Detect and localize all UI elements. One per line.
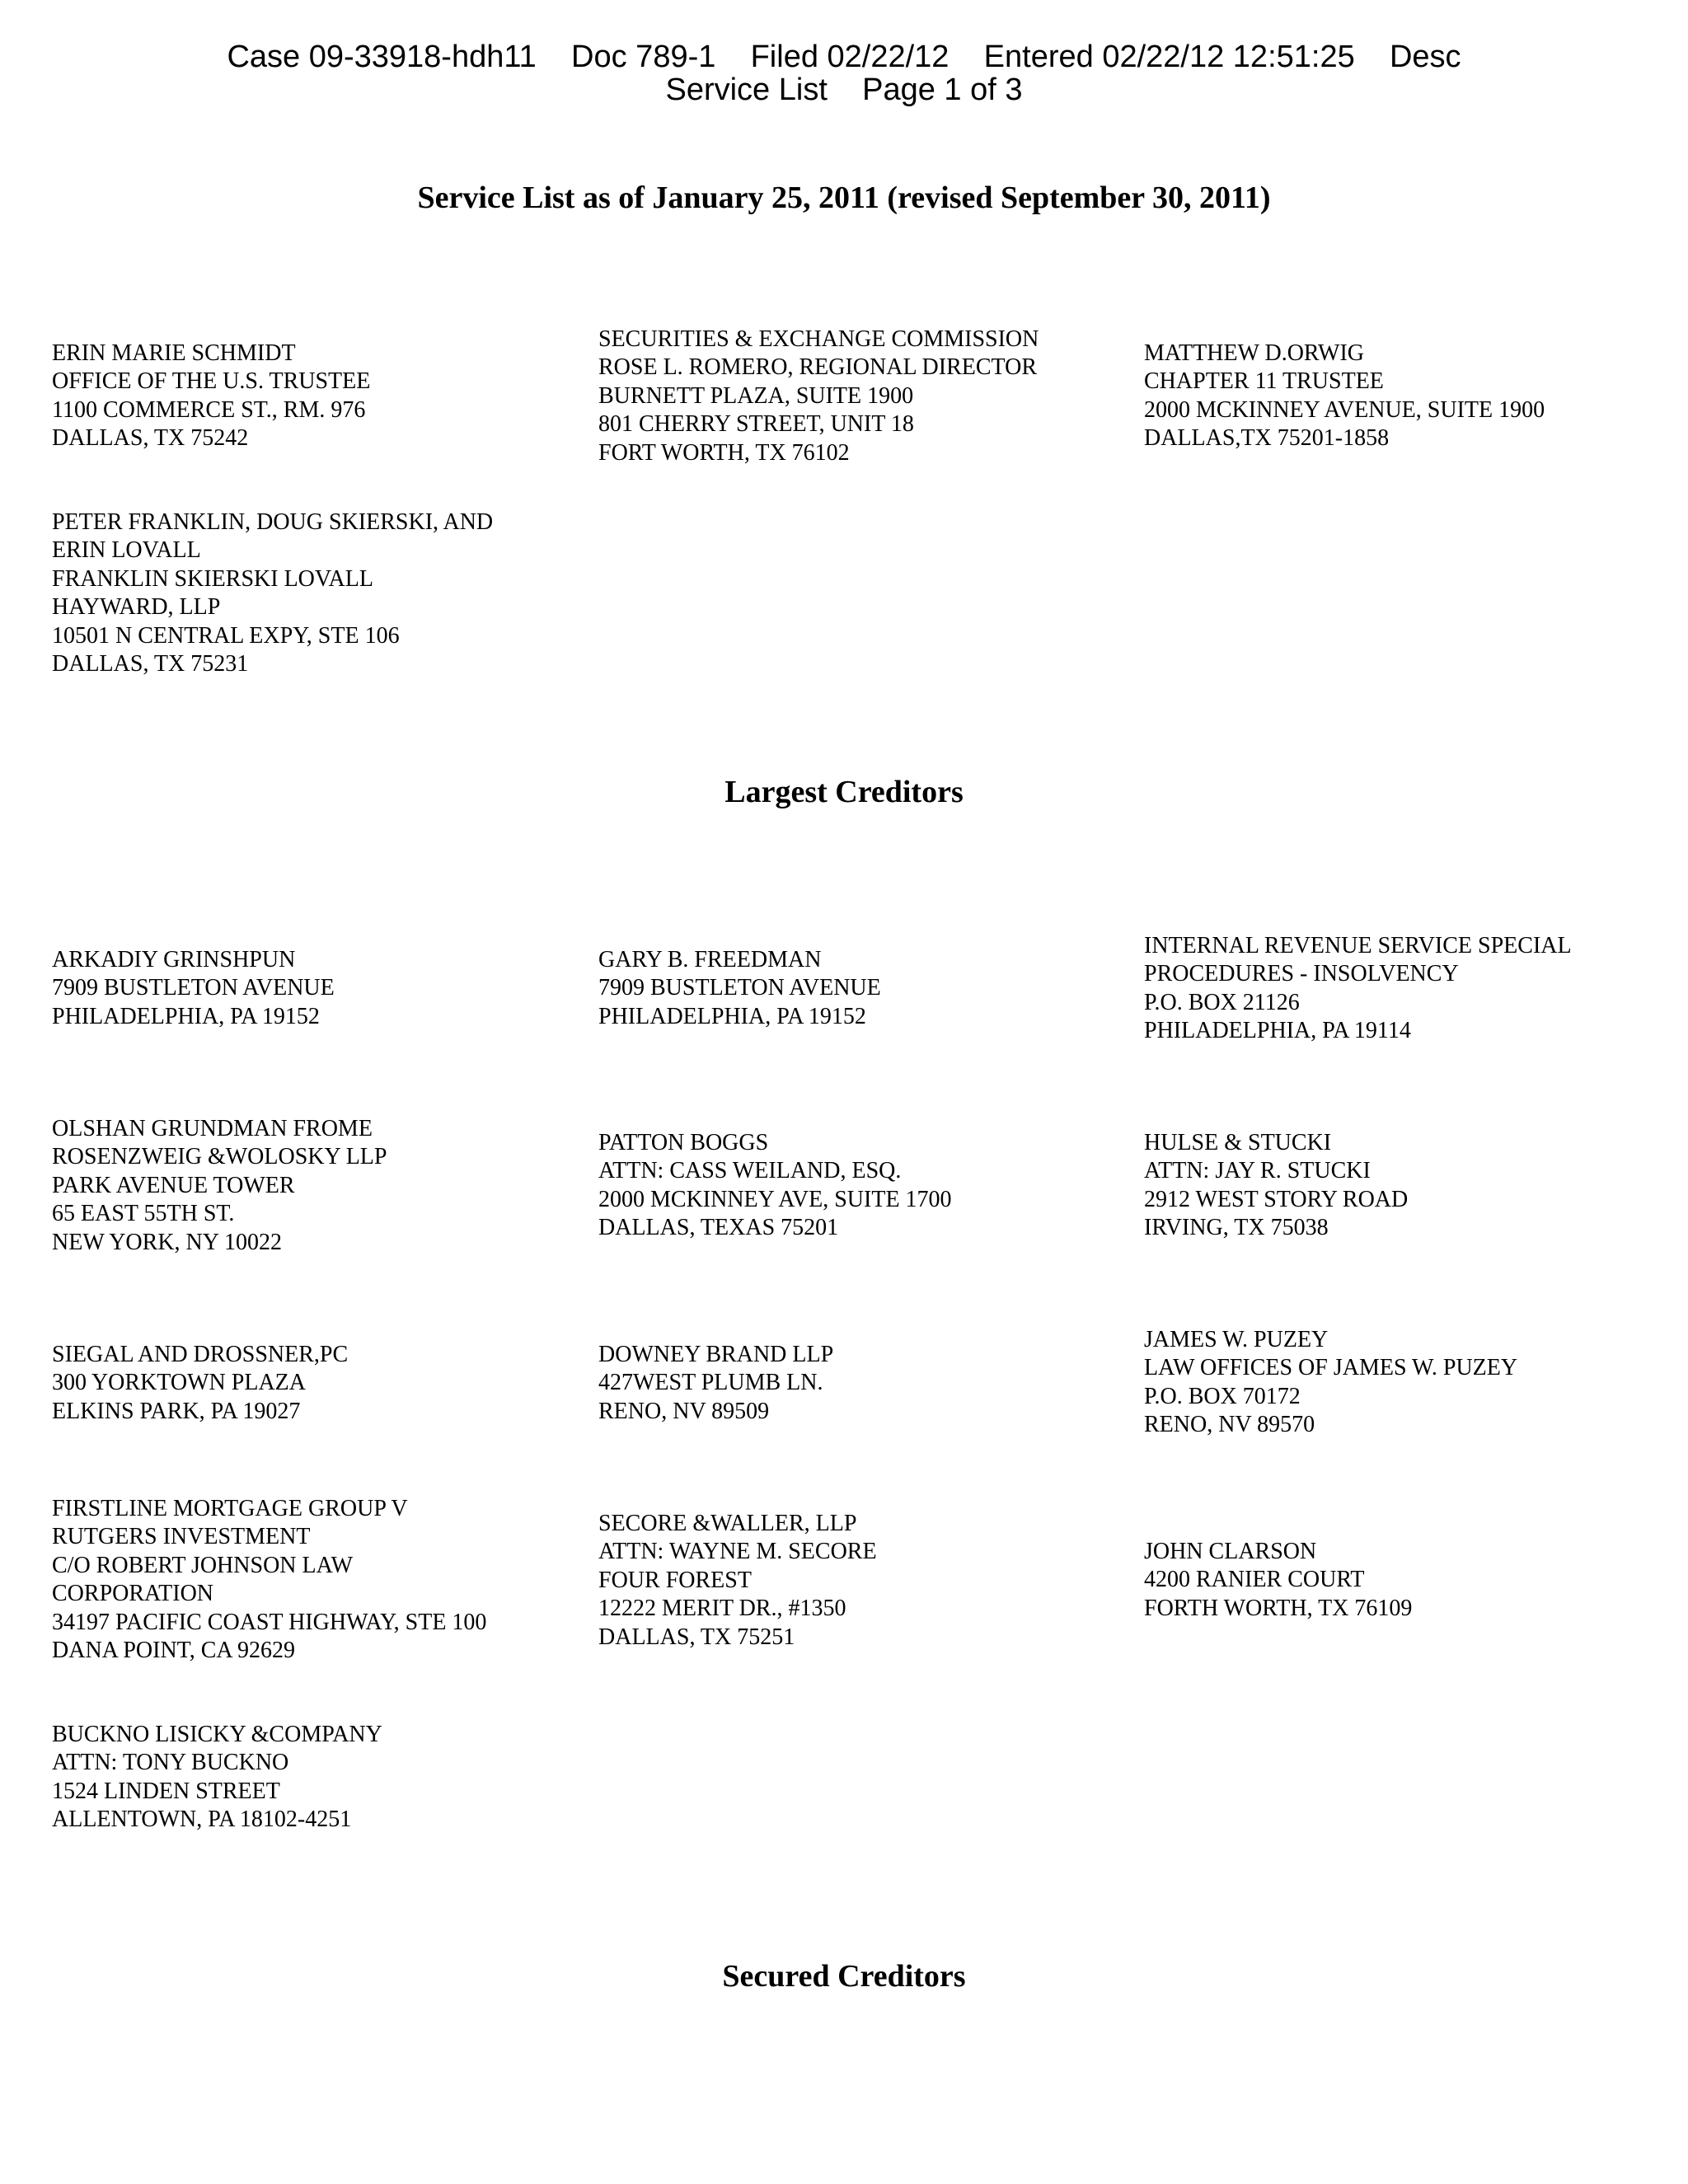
address-line: PHILADELPHIA, PA 19114: [1144, 1018, 1411, 1044]
address-line: 4200 RANIER COURT: [1144, 1567, 1365, 1593]
address-line: INTERNAL REVENUE SERVICE SPECIAL: [1144, 933, 1572, 958]
address-block: [1144, 1326, 1517, 1440]
address-line: 10501 N CENTRAL EXPY, STE 106: [52, 622, 400, 649]
address-line: SECURITIES & EXCHANGE COMMISSION: [598, 326, 1039, 352]
address-line: ATTN: CASS WEILAND, ESQ.: [598, 1158, 902, 1184]
address-block: [1144, 340, 1545, 453]
address-line: C/O ROBERT JOHNSON LAW: [52, 1552, 354, 1578]
address-block: [1144, 932, 1572, 1046]
address-line: PATTON BOGGS: [598, 1130, 769, 1155]
address-line: CORPORATION: [52, 1581, 214, 1607]
address-line: ATTN: TONY BUCKNO: [52, 1750, 289, 1776]
address-line: HAYWARD, LLP: [52, 594, 221, 621]
address-line: 1100 COMMERCE ST., RM. 976: [52, 396, 366, 423]
address-line: FORTH WORTH, TX 76109: [1144, 1595, 1413, 1621]
address-line: FOUR FOREST: [598, 1567, 752, 1593]
address-line: OLSHAN GRUNDMAN FROME: [52, 1116, 373, 1141]
address-line: DALLAS, TEXAS 75201: [598, 1215, 839, 1241]
address-line: ERIN MARIE SCHMIDT: [52, 340, 296, 366]
address-line: OFFICE OF THE U.S. TRUSTEE: [52, 368, 371, 395]
address-line: SECORE &WALLER, LLP: [598, 1511, 857, 1536]
address-line: FORT WORTH, TX 76102: [598, 439, 850, 466]
address-line: DALLAS, TX 75251: [598, 1624, 795, 1650]
address-line: NEW YORK, NY 10022: [52, 1229, 282, 1255]
address-line: ATTN: JAY R. STUCKI: [1144, 1158, 1371, 1184]
address-line: ROSE L. ROMERO, REGIONAL DIRECTOR: [598, 354, 1038, 381]
address-block: [598, 1129, 952, 1243]
address-block: [52, 1495, 486, 1665]
address-block: [598, 326, 1039, 467]
address-line: RENO, NV 89570: [1144, 1412, 1315, 1438]
address-line: PETER FRANKLIN, DOUG SKIERSKI, AND: [52, 509, 494, 535]
address-line: ERIN LOVALL: [52, 537, 201, 564]
address-line: GARY B. FREEDMAN: [598, 947, 822, 972]
address-line: DALLAS, TX 75242: [52, 425, 249, 452]
address-line: 7909 BUSTLETON AVENUE: [598, 975, 881, 1001]
address-line: P.O. BOX 21126: [1144, 989, 1300, 1015]
address-line: JAMES W. PUZEY: [1144, 1327, 1329, 1352]
address-line: 2912 WEST STORY ROAD: [1144, 1186, 1409, 1212]
address-block: [1144, 1129, 1408, 1243]
address-line: PHILADELPHIA, PA 19152: [52, 1003, 320, 1029]
address-line: RUTGERS INVESTMENT: [52, 1524, 311, 1550]
case-header-line2: Service List Page 1 of 3: [665, 73, 1023, 107]
address-line: 65 EAST 55TH ST.: [52, 1201, 235, 1227]
address-line: 2000 MCKINNEY AVENUE, SUITE 1900: [1144, 396, 1545, 423]
address-line: 7909 BUSTLETON AVENUE: [52, 975, 335, 1001]
address-block: [52, 946, 335, 1031]
address-line: SIEGAL AND DROSSNER,PC: [52, 1342, 349, 1367]
page-title: Service List as of January 25, 2011 (revised September 30, 2011): [417, 180, 1271, 215]
address-line: FIRSTLINE MORTGAGE GROUP V: [52, 1496, 408, 1521]
address-line: ROSENZWEIG &WOLOSKY LLP: [52, 1144, 387, 1170]
address-line: DALLAS, TX 75231: [52, 651, 249, 677]
address-block: [1144, 1538, 1412, 1623]
address-line: 1524 LINDEN STREET: [52, 1778, 280, 1804]
address-line: PROCEDURES - INSOLVENCY: [1144, 961, 1459, 987]
address-block: [598, 946, 881, 1031]
address-line: BUCKNO LISICKY &COMPANY: [52, 1722, 382, 1747]
address-line: MATTHEW D.ORWIG: [1144, 340, 1365, 366]
address-line: RENO, NV 89509: [598, 1398, 770, 1424]
address-line: IRVING, TX 75038: [1144, 1215, 1329, 1241]
address-line: BURNETT PLAZA, SUITE 1900: [598, 382, 914, 409]
address-line: DALLAS,TX 75201-1858: [1144, 425, 1390, 452]
section-heading-secured-creditors: Secured Creditors: [722, 1959, 966, 1994]
address-block: [52, 1721, 382, 1835]
address-line: 12222 MERIT DR., #1350: [598, 1596, 846, 1622]
address-line: DOWNEY BRAND LLP: [598, 1342, 834, 1367]
case-header-line1: Case 09-33918-hdh11 Doc 789-1 Filed 02/22/12 Entered 02/22/12 12:51:25 Desc: [227, 40, 1461, 74]
address-block: [52, 509, 493, 678]
address-block: [52, 1115, 387, 1257]
address-block: [52, 1341, 348, 1426]
address-line: ATTN: WAYNE M. SECORE: [598, 1539, 877, 1565]
address-line: HULSE & STUCKI: [1144, 1130, 1332, 1155]
address-line: PHILADELPHIA, PA 19152: [598, 1003, 866, 1029]
address-line: 34197 PACIFIC COAST HIGHWAY, STE 100: [52, 1609, 487, 1635]
address-line: PARK AVENUE TOWER: [52, 1172, 295, 1198]
address-block: [598, 1341, 833, 1426]
address-block: [52, 340, 370, 453]
address-line: ELKINS PARK, PA 19027: [52, 1398, 301, 1424]
section-heading-largest-creditors: Largest Creditors: [724, 775, 964, 809]
address-line: 2000 MCKINNEY AVE, SUITE 1700: [598, 1186, 952, 1212]
address-line: P.O. BOX 70172: [1144, 1383, 1301, 1409]
address-line: CHAPTER 11 TRUSTEE: [1144, 368, 1384, 395]
address-line: DANA POINT, CA 92629: [52, 1638, 296, 1664]
address-line: ALLENTOWN, PA 18102-4251: [52, 1807, 352, 1833]
address-block: [598, 1510, 877, 1652]
address-line: LAW OFFICES OF JAMES W. PUZEY: [1144, 1355, 1518, 1381]
address-line: 427WEST PLUMB LN.: [598, 1370, 823, 1396]
address-line: 801 CHERRY STREET, UNIT 18: [598, 411, 914, 438]
address-line: ARKADIY GRINSHPUN: [52, 947, 296, 972]
address-line: JOHN CLARSON: [1144, 1539, 1317, 1564]
address-line: FRANKLIN SKIERSKI LOVALL: [52, 565, 373, 592]
address-line: 300 YORKTOWN PLAZA: [52, 1370, 306, 1396]
